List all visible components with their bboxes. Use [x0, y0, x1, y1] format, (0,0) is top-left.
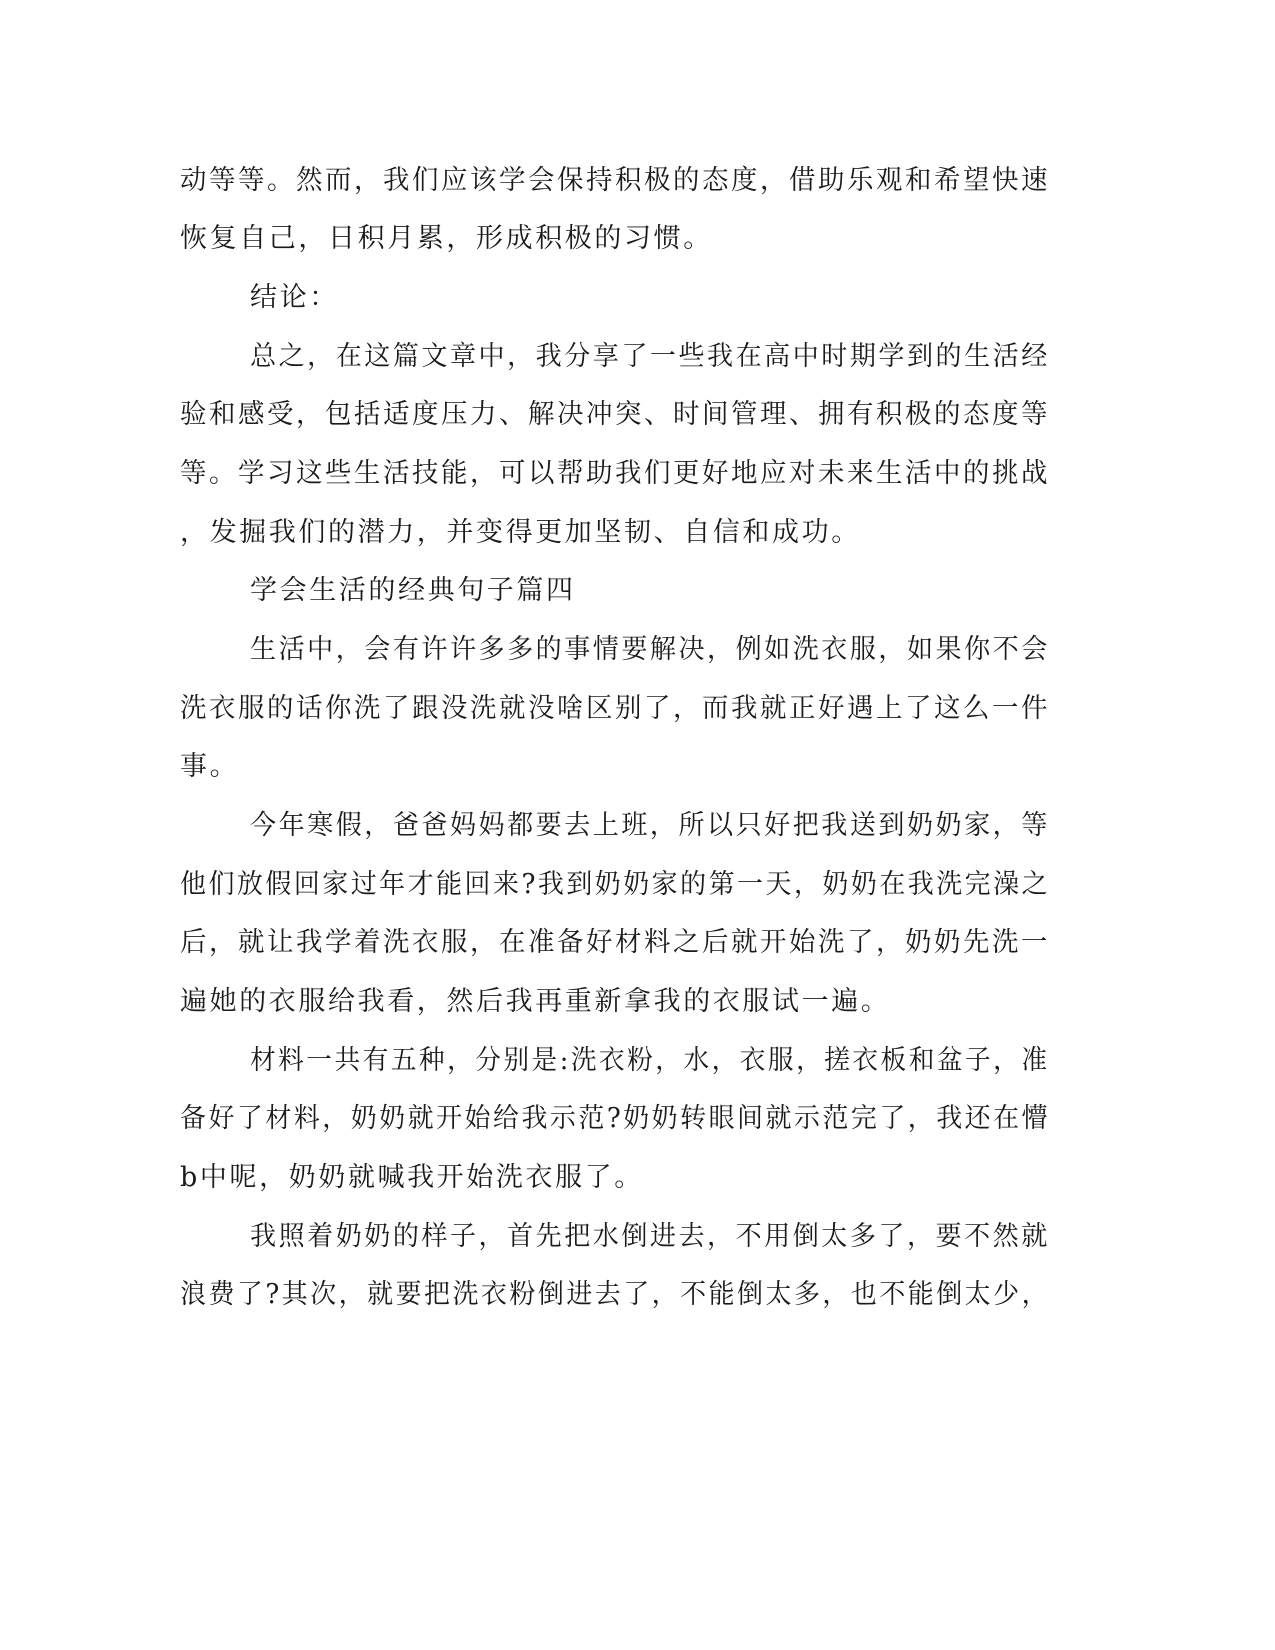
text-line: 我照着奶奶的样子，首先把水倒进去，不用倒太多了，要不然就: [250, 1221, 1050, 1252]
text-line: 遍她的衣服给我看，然后我再重新拿我的衣服试一遍。: [180, 986, 891, 1017]
text-line: 恢复自己，日积月累，形成积极的习惯。: [180, 223, 713, 254]
text-line: 总之，在这篇文章中，我分享了一些我在高中时期学到的生活经: [250, 341, 1050, 372]
text-line: 洗衣服的话你洗了跟没洗就没啥区别了，而我就正好遇上了这么一件: [180, 693, 1050, 724]
section-heading: 结论：: [250, 282, 339, 313]
section-heading: 学会生活的经典句子篇四: [250, 575, 576, 606]
text-line: 他们放假回家过年才能回来?我到奶奶家的第一天，奶奶在我洗完澡之: [180, 869, 1051, 900]
text-line: ，发掘我们的潜力，并变得更加坚韧、自信和成功。: [180, 517, 861, 548]
text-line: 等。学习这些生活技能，可以帮助我们更好地应对未来生活中的挑战: [180, 458, 1050, 489]
text-line: 备好了材料，奶奶就开始给我示范?奶奶转眼间就示范完了，我还在懵: [180, 1103, 1051, 1134]
text-line: 动等等。然而，我们应该学会保持积极的态度，借助乐观和希望快速: [180, 165, 1050, 196]
text-line: 浪费了?其次，就要把洗衣粉倒进去了，不能倒太多，也不能倒太少，: [180, 1279, 1051, 1310]
text-line: 验和感受，包括适度压力、解决冲突、时间管理、拥有积极的态度等: [180, 399, 1050, 430]
text-line: 事。: [180, 751, 240, 782]
text-line: 生活中，会有许许多多的事情要解决，例如洗衣服，如果你不会: [250, 634, 1050, 665]
text-line: 今年寒假，爸爸妈妈都要去上班，所以只好把我送到奶奶家，等: [250, 810, 1050, 841]
text-line: 后，就让我学着洗衣服，在准备好材料之后就开始洗了，奶奶先洗一: [180, 927, 1050, 958]
text-line: b中呢，奶奶就喊我开始洗衣服了。: [180, 1162, 644, 1193]
text-line: 材料一共有五种，分别是:洗衣粉，水，衣服，搓衣板和盆子，准: [250, 1045, 1050, 1076]
